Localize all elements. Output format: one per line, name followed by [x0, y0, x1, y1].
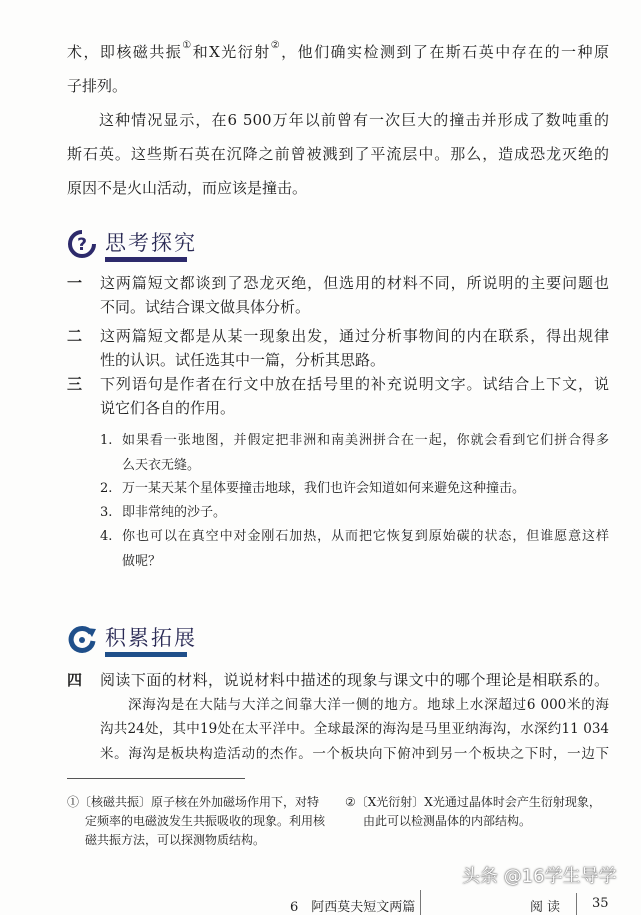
footnote-1-line: 磁共振方法，可以探测物质结构。 — [85, 833, 266, 847]
question-text: 下列语句是作者在行文中放在括号里的补充说明文字。试结合上下文，说 — [100, 375, 609, 393]
intro-line-2: 子排列。 — [67, 77, 128, 95]
intro-line-1 — [67, 41, 609, 63]
footnote-1-line: ①〔核磁共振〕原子核在外加磁场作用下，对特 — [67, 795, 320, 809]
subitem-text: 如果看一张地图，并假定把非洲和南美洲拼合在一起，你就会看到它们拼合得多 — [122, 433, 609, 448]
material-line: 沟共24处，其中19处在太平洋中。全球最深的海沟是马里亚纳海沟，水深约11 034 — [100, 721, 609, 737]
question-number: 四 — [67, 671, 83, 689]
question-circle-icon — [67, 229, 97, 259]
question-number: 二 — [67, 327, 83, 345]
watermark: 头条 @16学生导学 — [462, 866, 617, 887]
subitem-number: 4. — [100, 529, 113, 544]
footnote-2-line: ②〔X光衍射〕X光通过晶体时会产生衍射现象， — [345, 795, 601, 809]
footer-divider — [576, 893, 577, 915]
question-number: 三 — [67, 375, 83, 393]
subitem-number: 1. — [100, 433, 113, 448]
subitem-number: 3. — [100, 505, 113, 520]
question-text: 性的认识。试任选其中一篇，分析其思路。 — [100, 351, 386, 369]
footnote-2-line: 由此可以检测晶体的内部结构。 — [363, 814, 532, 828]
title-underline — [105, 257, 187, 262]
page-number: 35 — [592, 896, 609, 911]
text: 和X光衍射 — [192, 43, 271, 61]
text: ，他们确实检测到了在斯石英中存在的一种原 — [281, 43, 609, 61]
footnote-divider — [67, 778, 245, 779]
svg-text:?: ? — [77, 235, 87, 255]
section-heading-thinking — [67, 225, 267, 265]
question-number: 一 — [67, 274, 83, 292]
footer-lesson: 6 阿西莫夫短文两篇 — [290, 900, 416, 915]
material-line: 深海沟是在大陆与大洋之间靠大洋一侧的地方。地球上水深超过6 000米的海 — [128, 697, 609, 713]
subitem-text: 你也可以在真空中对金刚石加热，从而把它恢复到原始碳的状态，但谁愿意这样 — [122, 529, 609, 544]
question-text: 不同。试结合课文做具体分析。 — [100, 298, 311, 316]
footnote-ref-1[interactable]: ① — [182, 40, 193, 51]
intro-line-3: 这种情况显示，在6 500万年以前曾有一次巨大的撞击并形成了数吨重的 — [99, 111, 609, 129]
question-text: 这两篇短文都是从某一现象出发，通过分析事物间的内在联系，得出规律 — [100, 327, 609, 345]
footnote-ref-2[interactable]: ② — [270, 40, 282, 51]
question-text: 说它们各自的作用。 — [100, 399, 236, 417]
section-title: 积累拓展 — [105, 626, 197, 650]
subitem-text: 么天衣无缝。 — [122, 458, 201, 473]
material-line: 米。海沟是板块构造活动的杰作。一个板块向下俯冲到另一个板块之下时，一边下 — [100, 746, 609, 762]
subitem-number: 2. — [100, 481, 113, 496]
section-title: 思考探究 — [105, 231, 197, 255]
circular-arrow-icon — [67, 624, 97, 654]
text: 术，即核磁共振 — [67, 43, 183, 61]
subitem-text: 做呢？ — [122, 554, 162, 569]
subitem-text: 万一某天某个星体要撞击地球，我们也许会知道如何来避免这种撞击。 — [122, 481, 526, 496]
question-text: 阅读下面的材料，说说材料中描述的现象与课文中的哪个理论是相联系的。 — [100, 671, 609, 689]
footer-unit: 阅读 — [530, 900, 565, 915]
subitem-text: 即非常纯的沙子。 — [122, 505, 227, 520]
footnote-1-line: 定频率的电磁波发生共振吸收的现象。利用核 — [85, 814, 326, 828]
title-underline — [105, 652, 187, 657]
section-heading-extension — [67, 620, 267, 660]
question-text: 这两篇短文都谈到了恐龙灭绝，但选用的材料不同，所说明的主要问题也 — [100, 274, 609, 292]
intro-line-5: 原因不是火山活动，而应该是撞击。 — [67, 179, 308, 197]
footer-divider — [420, 890, 421, 915]
intro-line-4: 斯石英。这些斯石英在沉降之前曾被溅到了平流层中。那么，造成恐龙灭绝的 — [67, 145, 609, 163]
